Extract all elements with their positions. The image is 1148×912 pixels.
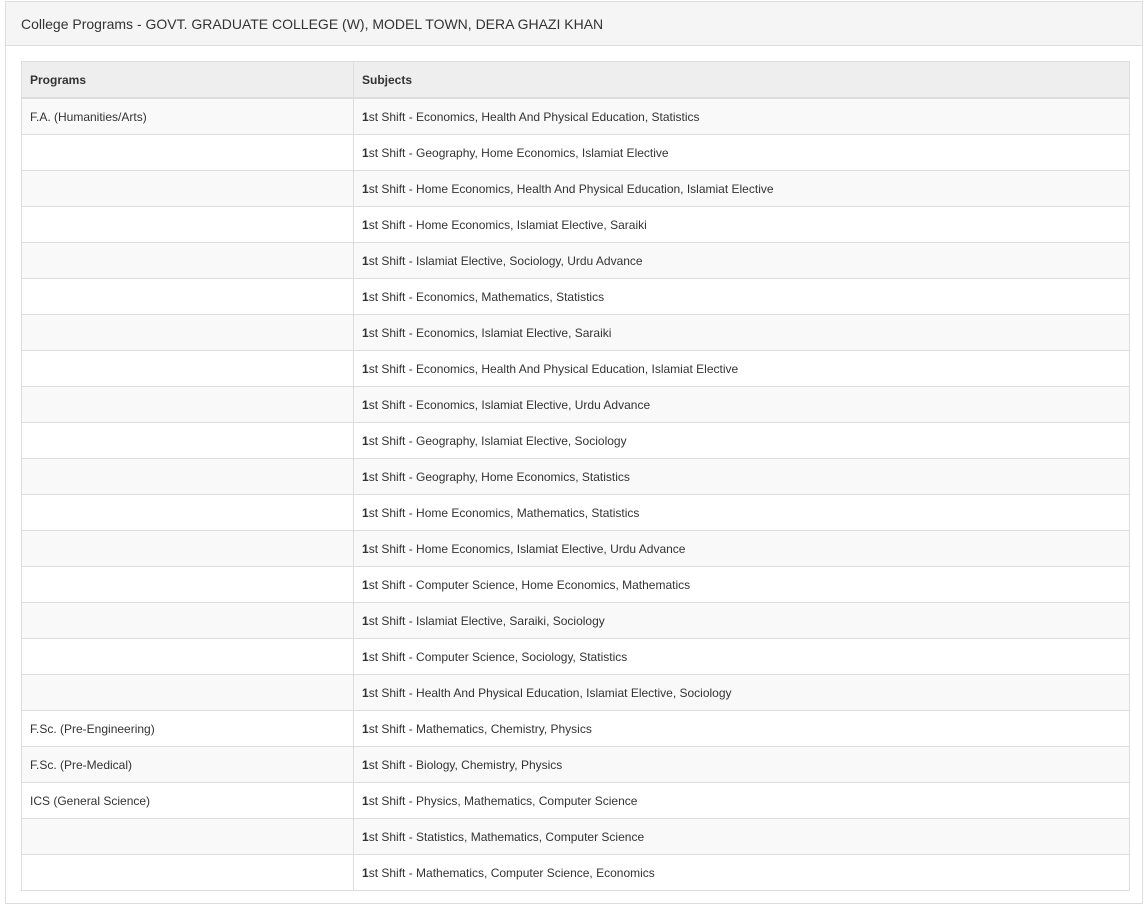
shift-label: st Shift - [368, 145, 417, 160]
table-row [22, 459, 1130, 495]
subjects-cell [354, 315, 1130, 351]
shift-label: st Shift - [368, 757, 417, 772]
shift-number: 1 [362, 649, 369, 664]
shift-label: st Shift - [368, 181, 417, 196]
subjects-list: Geography, Home Economics, Statistics [416, 469, 630, 484]
shift-label: st Shift - [368, 397, 417, 412]
subjects-cell [354, 279, 1130, 315]
shift-number: 1 [362, 217, 369, 232]
shift-number: 1 [362, 109, 369, 124]
table-row [22, 603, 1130, 639]
table-row [22, 783, 1130, 819]
program-cell [22, 495, 354, 531]
college-programs-panel [5, 1, 1143, 904]
shift-label: st Shift - [368, 505, 417, 520]
programs-table [21, 61, 1130, 891]
shift-label: st Shift - [368, 433, 417, 448]
subjects-list: Computer Science, Home Economics, Mathematics [416, 577, 691, 592]
subjects-cell [354, 459, 1130, 495]
program-cell [22, 315, 354, 351]
table-row [22, 243, 1130, 279]
shift-label: st Shift - [368, 109, 417, 124]
shift-label: st Shift - [368, 721, 417, 736]
shift-number: 1 [362, 577, 369, 592]
subjects-list: Islamiat Elective, Sociology, Urdu Advance [416, 253, 643, 268]
program-cell [22, 135, 354, 171]
table-row [22, 423, 1130, 459]
subjects-cell [354, 603, 1130, 639]
subjects-list: Economics, Health And Physical Education, Islamiat Elective [416, 361, 739, 376]
shift-number: 1 [362, 253, 369, 268]
subjects-list: Economics, Health And Physical Education, Statistics [416, 109, 700, 124]
shift-label: st Shift - [368, 541, 417, 556]
shift-number: 1 [362, 433, 369, 448]
subjects-list: Home Economics, Mathematics, Statistics [416, 505, 640, 520]
subjects-list: Mathematics, Computer Science, Economics [416, 865, 655, 880]
column-header-programs: Programs [22, 62, 354, 99]
shift-label: st Shift - [368, 325, 417, 340]
table-row [22, 531, 1130, 567]
table-row [22, 495, 1130, 531]
table-row [22, 315, 1130, 351]
program-cell [22, 423, 354, 459]
subjects-cell [354, 675, 1130, 711]
table-header-row [22, 62, 1130, 99]
table-row [22, 747, 1130, 783]
program-cell: F.Sc. (Pre-Medical) [22, 747, 354, 783]
subjects-list: Economics, Mathematics, Statistics [416, 289, 605, 304]
subjects-list: Computer Science, Sociology, Statistics [416, 649, 628, 664]
subjects-cell [354, 531, 1130, 567]
subjects-list: Mathematics, Chemistry, Physics [416, 721, 592, 736]
program-cell [22, 279, 354, 315]
panel-body [6, 46, 1142, 891]
program-cell [22, 387, 354, 423]
shift-number: 1 [362, 181, 369, 196]
program-cell: F.Sc. (Pre-Engineering) [22, 711, 354, 747]
program-cell: ICS (General Science) [22, 783, 354, 819]
shift-number: 1 [362, 145, 369, 160]
column-header-subjects: Subjects [354, 62, 1130, 99]
subjects-cell [354, 351, 1130, 387]
shift-number: 1 [362, 541, 369, 556]
shift-number: 1 [362, 289, 369, 304]
program-cell [22, 675, 354, 711]
shift-number: 1 [362, 793, 369, 808]
program-cell [22, 639, 354, 675]
subjects-list: Home Economics, Islamiat Elective, Urdu Advance [416, 541, 686, 556]
shift-label: st Shift - [368, 865, 417, 880]
subjects-cell [354, 783, 1130, 819]
shift-label: st Shift - [368, 613, 417, 628]
shift-number: 1 [362, 505, 369, 520]
program-cell [22, 207, 354, 243]
shift-number: 1 [362, 397, 369, 412]
shift-number: 1 [362, 325, 369, 340]
subjects-list: Geography, Islamiat Elective, Sociology [416, 433, 627, 448]
program-cell: F.A. (Humanities/Arts) [22, 98, 354, 135]
subjects-cell [354, 711, 1130, 747]
shift-number: 1 [362, 721, 369, 736]
shift-label: st Shift - [368, 361, 417, 376]
subjects-cell [354, 567, 1130, 603]
subjects-list: Health And Physical Education, Islamiat Elective, Sociology [416, 685, 732, 700]
subjects-cell [354, 207, 1130, 243]
subjects-list: Economics, Islamiat Elective, Saraiki [416, 325, 612, 340]
table-body [22, 98, 1130, 891]
subjects-list: Home Economics, Health And Physical Education, Islamiat Elective [416, 181, 774, 196]
subjects-cell [354, 135, 1130, 171]
table-row [22, 855, 1130, 891]
shift-label: st Shift - [368, 217, 417, 232]
shift-label: st Shift - [368, 829, 417, 844]
subjects-cell [354, 171, 1130, 207]
subjects-list: Islamiat Elective, Saraiki, Sociology [416, 613, 605, 628]
subjects-list: Physics, Mathematics, Computer Science [416, 793, 638, 808]
program-cell [22, 819, 354, 855]
subjects-list: Statistics, Mathematics, Computer Science [416, 829, 645, 844]
table-row [22, 567, 1130, 603]
table-row [22, 387, 1130, 423]
shift-number: 1 [362, 829, 369, 844]
table-row [22, 135, 1130, 171]
shift-label: st Shift - [368, 253, 417, 268]
program-cell [22, 855, 354, 891]
shift-number: 1 [362, 757, 369, 772]
shift-number: 1 [362, 685, 369, 700]
shift-label: st Shift - [368, 289, 417, 304]
table-row [22, 207, 1130, 243]
table-row [22, 819, 1130, 855]
program-cell [22, 531, 354, 567]
shift-number: 1 [362, 361, 369, 376]
table-row [22, 639, 1130, 675]
table-row [22, 171, 1130, 207]
table-row [22, 675, 1130, 711]
program-cell [22, 459, 354, 495]
subjects-cell [354, 243, 1130, 279]
subjects-cell [354, 639, 1130, 675]
shift-number: 1 [362, 613, 369, 628]
subjects-list: Home Economics, Islamiat Elective, Saraiki [416, 217, 647, 232]
shift-label: st Shift - [368, 469, 417, 484]
subjects-cell [354, 495, 1130, 531]
subjects-cell [354, 819, 1130, 855]
table-row [22, 351, 1130, 387]
shift-number: 1 [362, 469, 369, 484]
table-row [22, 279, 1130, 315]
subjects-cell [354, 747, 1130, 783]
shift-number: 1 [362, 865, 369, 880]
program-cell [22, 567, 354, 603]
subjects-list: Biology, Chemistry, Physics [416, 757, 563, 772]
subjects-cell [354, 423, 1130, 459]
subjects-list: Geography, Home Economics, Islamiat Elective [416, 145, 669, 160]
program-cell [22, 171, 354, 207]
subjects-cell [354, 387, 1130, 423]
program-cell [22, 243, 354, 279]
subjects-cell [354, 98, 1130, 135]
shift-label: st Shift - [368, 649, 417, 664]
table-row [22, 98, 1130, 135]
panel-title: College Programs - GOVT. GRADUATE COLLEGE (W), MODEL TOWN, DERA GHAZI KHAN [6, 2, 1142, 46]
program-cell [22, 351, 354, 387]
shift-label: st Shift - [368, 793, 417, 808]
subjects-list: Economics, Islamiat Elective, Urdu Advance [416, 397, 651, 412]
program-cell [22, 603, 354, 639]
table-row [22, 711, 1130, 747]
shift-label: st Shift - [368, 577, 417, 592]
subjects-cell [354, 855, 1130, 891]
shift-label: st Shift - [368, 685, 417, 700]
